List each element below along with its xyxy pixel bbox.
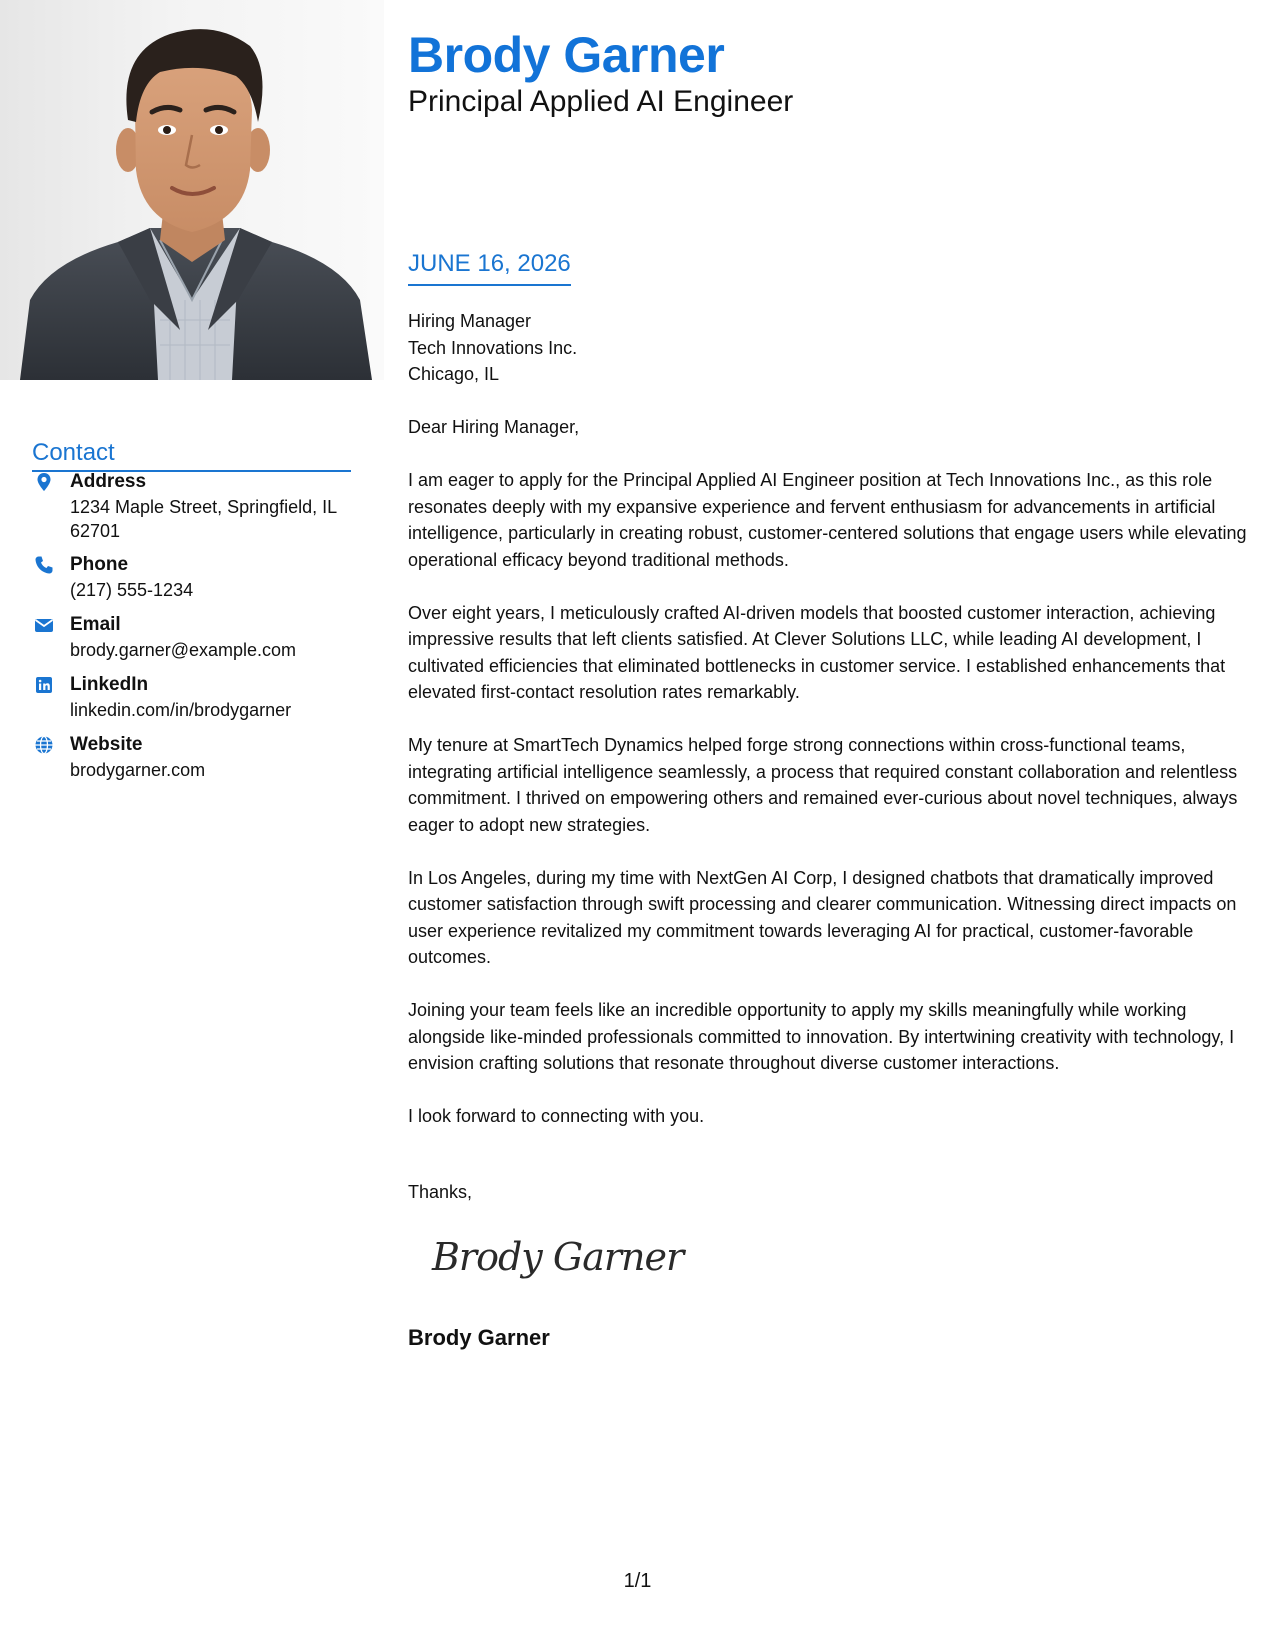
signature-image	[428, 1228, 684, 1293]
applicant-name: Brody Garner	[408, 27, 725, 83]
letter-paragraph: My tenure at SmartTech Dynamics helped forge strong connections within cross-functional teams, integrating artificial intelligence seamlessly, a process that required constant collaboration and relentless commitment. I thrived on empowering others and remained ever-curious about novel techniques, always eager to adopt new strategies.	[408, 735, 1238, 835]
contact-value: linkedin.com/in/brodygarner	[70, 700, 292, 720]
contact-label: Website	[70, 734, 143, 755]
contact-label: Address	[70, 471, 147, 492]
contact-website	[32, 733, 362, 783]
letter-date: JUNE 16, 2026	[408, 250, 571, 286]
letter-paragraph: Over eight years, I meticulously crafted AI-driven models that boosted customer interaction, achieving impressive results that left clients satisfied. At Clever Solutions LLC, while leading AI development, I cultivated efficiencies that eliminated bottlenecks in customer service. I established enhancements that elevated first-contact resolution rates remarkably.	[408, 602, 1226, 702]
contact-value: (217) 555-1234	[70, 580, 194, 600]
envelope-icon	[34, 615, 54, 635]
contact-value: brodygarner.com	[70, 760, 206, 780]
recipient-location: Chicago, IL	[408, 364, 500, 384]
applicant-title: Principal Applied AI Engineer	[408, 85, 794, 118]
phone-icon	[34, 555, 54, 575]
letter-body	[408, 414, 1258, 1156]
portrait-illustration	[0, 0, 384, 380]
contact-heading: Contact	[32, 438, 351, 472]
map-pin-icon	[34, 472, 54, 492]
letter-closing: Thanks,	[408, 1182, 473, 1202]
contact-value: 1234 Maple Street, Springfield, IL 62701	[70, 497, 337, 541]
contact-value: brody.garner@example.com	[70, 640, 297, 660]
contact-label: Phone	[70, 554, 129, 575]
contact-email	[32, 613, 362, 663]
recipient-company: Tech Innovations Inc.	[408, 337, 578, 358]
page-number: 1/1	[623, 1570, 652, 1592]
contact-phone	[32, 553, 362, 603]
letter-paragraph: I am eager to apply for the Principal Applied AI Engineer position at Tech Innovations Inc., as this role resonates deeply with my expansive experience and fervent enthusiasm for advancements in artificial intelligence, particularly in creating robust, customer-centered solutions that engage users while elevating operational efficacy beyond traditional methods.	[408, 470, 1247, 570]
contact-label: Email	[70, 614, 121, 635]
svg-text:Brody Garner: Brody Garner	[432, 1235, 684, 1279]
contact-linkedin	[32, 673, 362, 723]
letter-paragraph: Joining your team feels like an incredible opportunity to apply my skills meaningfully while working alongside like-minded professionals committed to innovation. By intertwining creativity with technology, I envision crafting solutions that resonate throughout diverse customer interactions.	[408, 1000, 1235, 1073]
signed-name: Brody Garner	[408, 1325, 550, 1350]
globe-icon	[34, 735, 54, 755]
contact-address	[32, 470, 362, 541]
profile-photo	[0, 0, 384, 380]
letter-greeting: Dear Hiring Manager,	[408, 417, 580, 437]
contact-label: LinkedIn	[70, 674, 149, 695]
linkedin-icon	[34, 675, 54, 695]
recipient-block	[408, 308, 577, 388]
letter-paragraph: I look forward to connecting with you.	[408, 1106, 705, 1126]
letter-paragraph: In Los Angeles, during my time with NextGen AI Corp, I designed chatbots that dramatically improved customer satisfaction through swift processing and clearer communication. Witnessing direct impacts on user experience revitalized my commitment towards leveraging AI for practical, customer-favorable outcomes.	[408, 867, 1237, 967]
signature-drawing	[428, 1228, 684, 1288]
recipient-title: Hiring Manager	[408, 311, 532, 331]
